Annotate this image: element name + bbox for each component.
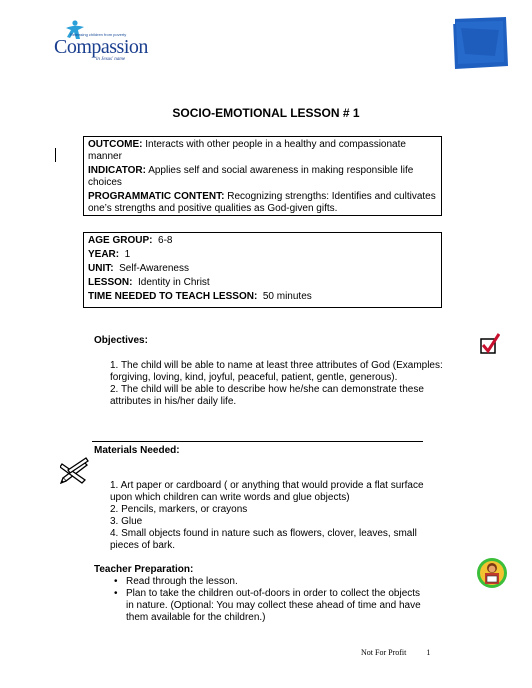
unit-line	[88, 263, 437, 275]
reading-child-icon	[476, 556, 508, 590]
age-group-label: AGE GROUP:	[88, 235, 153, 246]
indicator-line	[88, 165, 437, 189]
pencils-icon	[60, 456, 90, 484]
time-label: TIME NEEDED TO TEACH LESSON:	[88, 291, 258, 302]
lesson-label: LESSON:	[88, 277, 133, 288]
indicator-text: Applies self and social awareness in making responsible life choices	[88, 165, 414, 188]
time-value: 50 minutes	[257, 291, 312, 302]
outcome-box	[83, 136, 442, 216]
lesson-line	[88, 277, 437, 289]
footer-text: Not For Profit	[361, 648, 407, 657]
section-divider	[92, 441, 423, 442]
logo-tagline: Releasing children from poverty	[70, 32, 127, 37]
material-item: 4. Small objects found in nature such as flowers, clover, leaves, small pieces of bark.	[110, 528, 417, 551]
logo-wordmark: Compassion	[54, 36, 148, 58]
text-cursor-mark	[55, 148, 56, 162]
page-number: 1	[426, 648, 431, 657]
objectives-list	[110, 360, 450, 408]
objective-item: 2. The child will be able to describe how he/she can demonstrate these attributes in his/her daily life.	[110, 384, 424, 407]
logo-subtitle: in Jesus' name	[96, 57, 126, 62]
unit-value: Self-Awareness	[113, 263, 189, 274]
lesson-title: SOCIO-EMOTIONAL LESSON # 1	[172, 106, 360, 120]
materials-list	[110, 480, 430, 552]
lesson-info-box	[83, 232, 442, 308]
footer	[361, 648, 430, 657]
time-line	[88, 291, 437, 303]
content-label: PROGRAMMATIC CONTENT:	[88, 191, 225, 202]
teacher-preparation-list	[110, 576, 430, 624]
list-item: • Read through the lesson.	[110, 576, 430, 588]
lesson-value: Identity in Christ	[132, 277, 210, 288]
content-line	[88, 191, 437, 215]
year-label: YEAR:	[88, 249, 120, 260]
objective-item: 1. The child will be able to name at least three attributes of God (Examples: forgiving, loving, kind, joyful, peaceful, patient, gentle, generous).	[110, 360, 443, 383]
blue-stamp-graphic	[451, 16, 509, 70]
outcome-text: Interacts with other people in a healthy and compassionate manner	[88, 139, 406, 162]
age-group-line	[88, 235, 437, 247]
material-item: 3. Glue	[110, 516, 143, 527]
indicator-label: INDICATOR:	[88, 165, 146, 176]
list-item: • Plan to take the children out-of-doors in order to collect the objects in nature. (Optional: You may collect these ahead of time and have them available for the children.)	[110, 588, 430, 624]
content-text: Recognizing strengths: Identifies and cultivates one’s strengths and positive qualities as God-given gifts.	[88, 191, 436, 214]
outcome-line	[88, 139, 437, 163]
unit-label: UNIT:	[88, 263, 114, 274]
year-value: 1	[119, 249, 131, 260]
materials-heading: Materials Needed:	[94, 445, 180, 456]
year-line	[88, 249, 437, 261]
teacher-preparation-heading: Teacher Preparation:	[94, 564, 194, 575]
checkbox-check-icon	[480, 333, 500, 355]
age-group-value: 6-8	[152, 235, 173, 246]
objectives-heading: Objectives:	[94, 335, 148, 346]
material-item: 2. Pencils, markers, or crayons	[110, 504, 248, 515]
material-item: 1. Art paper or cardboard ( or anything that would provide a flat surface upon which children can write words and glue objects)	[110, 480, 424, 503]
outcome-label: OUTCOME:	[88, 139, 143, 150]
